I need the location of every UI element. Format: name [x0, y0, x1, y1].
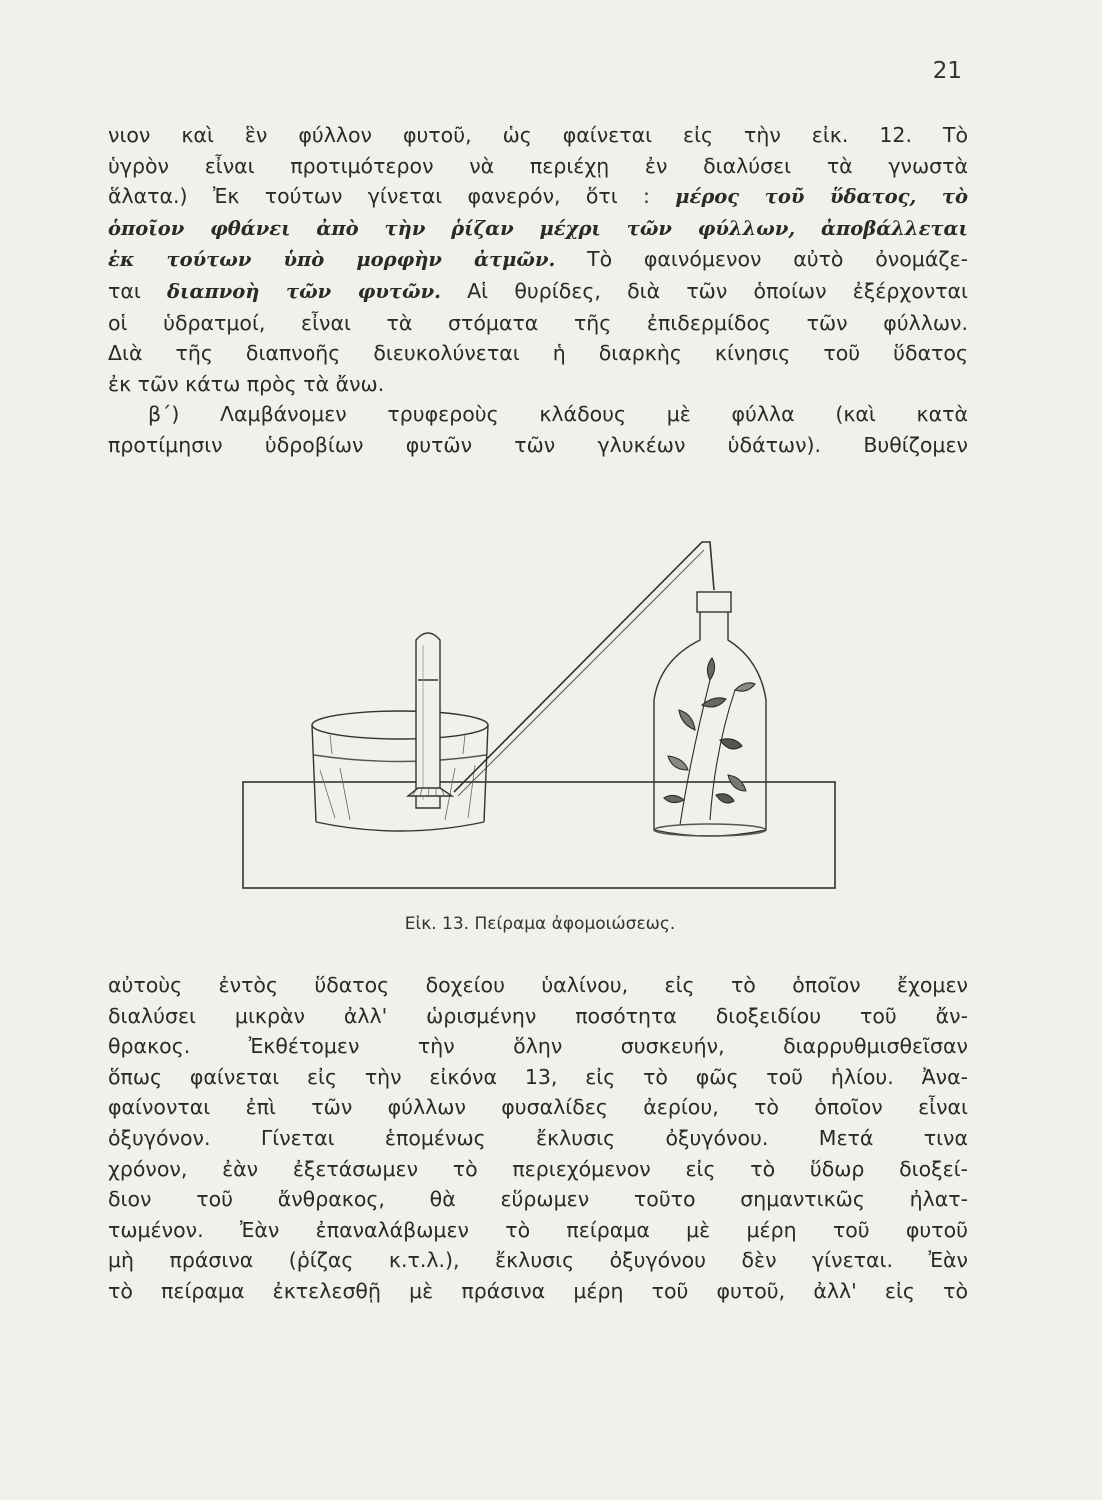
line-text: ὑγρὸν εἶναι προτιμότερον νὰ περιέχῃ ἐν διαλύσει τὰ γνωστὰ — [108, 153, 968, 178]
test-tube — [416, 633, 440, 808]
text-line — [108, 1031, 968, 1062]
line-text: ἅλατα.) Ἐκ τούτων γίνεται φανερόν, ὅτι : — [108, 184, 676, 209]
paragraph-top — [108, 120, 968, 461]
emphasis-text: ἐκ τούτων ὑπὸ μορφὴν ἀτμῶν. — [108, 248, 556, 272]
emphasis-text: ὁποῖον φθάνει ἀπὸ τὴν ῥίζαν μέχρι τῶν φύλλων, ἀποβάλλεται — [108, 216, 968, 240]
line-text: ὀξυγόνον. Γίνεται ἑπομένως ἔκλυσις ὀξυγόνου. Μετά τινα — [108, 1125, 968, 1150]
line-text: τὸ πείραμα ἐκτελεσθῇ μὲ πράσινα μέρη τοῦ φυτοῦ, ἀλλ' εἰς τὸ — [108, 1278, 968, 1303]
text-line — [108, 338, 968, 369]
text-line — [108, 1245, 968, 1276]
basin-rim — [312, 711, 488, 739]
text-line — [108, 1215, 968, 1246]
line-text: νιον καὶ ἓν φύλλον φυτοῦ, ὡς φαίνεται εἰς τὴν εἰκ. 12. Τὸ — [108, 123, 968, 147]
text-line — [108, 308, 968, 339]
text-line — [108, 1062, 968, 1093]
line-text: προτίμησιν ὑδροβίων φυτῶν τῶν γλυκέων ὑδάτων). Βυθίζομεν — [108, 432, 968, 457]
line-text: διον τοῦ ἄνθρακος, θὰ εὕρωμεν τοῦτο σημαντικῶς ἠλατ- — [108, 1187, 968, 1212]
line-text: τωμένον. Ἐὰν ἐπαναλάβωμεν τὸ πείραμα μὲ μέρη τοῦ φυτοῦ — [108, 1217, 968, 1242]
water-surface — [314, 755, 486, 762]
line-text: ὅπως φαίνεται εἰς τὴν εἰκόνα 13, εἰς τὸ φῶς τοῦ ἡλίου. Ἀνα- — [108, 1064, 968, 1089]
line-text: Τὸ φαινόμενον αὐτὸ ὀνομάζε- — [555, 247, 968, 272]
figure-caption: Εἰκ. 13. Πείραμα ἀφομοιώσεως. — [404, 914, 676, 934]
text-line — [108, 213, 968, 245]
text-line — [108, 1123, 968, 1154]
text-line — [108, 970, 968, 1001]
text-line — [108, 244, 968, 276]
text-line — [108, 1092, 968, 1123]
line-text: ἐκ τῶν κάτω πρὸς τὰ ἄνω. — [108, 371, 385, 396]
emphasis-text: μέρος τοῦ ὕδατος, τὸ — [675, 185, 968, 209]
line-text: θρακος. Ἐκθέτομεν τὴν ὅλην συσκευήν, διαρρυθμισθεῖσαν — [108, 1034, 968, 1059]
line-text: μὴ πράσινα (ῥίζας κ.τ.λ.), ἔκλυσις ὀξυγόνου δὲν γίνεται. Ἐὰν — [108, 1248, 968, 1273]
text-line — [108, 1154, 968, 1185]
line-text: Διὰ τῆς διαπνοῆς διευκολύνεται ἡ διαρκὴς κίνησις τοῦ ὕδατος — [108, 341, 968, 366]
page-number: 21 — [932, 58, 962, 84]
text-line — [108, 1001, 968, 1032]
line-text: διαλύσει μικρὰν ἀλλ' ὡρισμένην ποσότητα διοξειδίου τοῦ ἄν- — [108, 1003, 968, 1028]
line-text: φαίνονται ἐπὶ τῶν φύλλων φυσαλίδες ἀερίου, τὸ ὁποῖον εἶναι — [108, 1095, 968, 1120]
text-line — [108, 399, 968, 430]
plant-leaves — [664, 658, 755, 825]
bottle-stopper — [697, 592, 731, 612]
text-line — [108, 151, 968, 182]
experiment-illustration — [240, 530, 840, 890]
text-line — [108, 120, 968, 151]
paragraph-bottom — [108, 970, 968, 1307]
line-text: οἱ ὑδρατμοί, εἶναι τὰ στόματα τῆς ἐπιδερμίδος τῶν φύλλων. — [108, 310, 968, 335]
text-line — [108, 1276, 968, 1307]
text-line — [108, 276, 968, 308]
line-text: β΄) Λαμβάνομεν τρυφεροὺς κλάδους μὲ φύλλα (καὶ κατὰ — [148, 402, 968, 427]
text-line — [108, 369, 968, 400]
text-line — [108, 430, 968, 461]
emphasis-text: διαπνοὴ τῶν φυτῶν. — [167, 279, 441, 303]
line-text: Αἱ θυρίδες, διὰ τῶν ὁποίων ἐξέρχονται — [440, 278, 968, 303]
line-text: αὐτοὺς ἐντὸς ὕδατος δοχείου ὑαλίνου, εἰς τὸ ὁποῖον ἔχομεν — [108, 973, 968, 997]
line-text: ται — [108, 278, 168, 303]
text-line — [108, 1184, 968, 1215]
line-text: χρόνον, ἐὰν ἐξετάσωμεν τὸ περιεχόμενον εἰς τὸ ὕδωρ διοξεί- — [108, 1156, 968, 1181]
text-line — [108, 181, 968, 213]
